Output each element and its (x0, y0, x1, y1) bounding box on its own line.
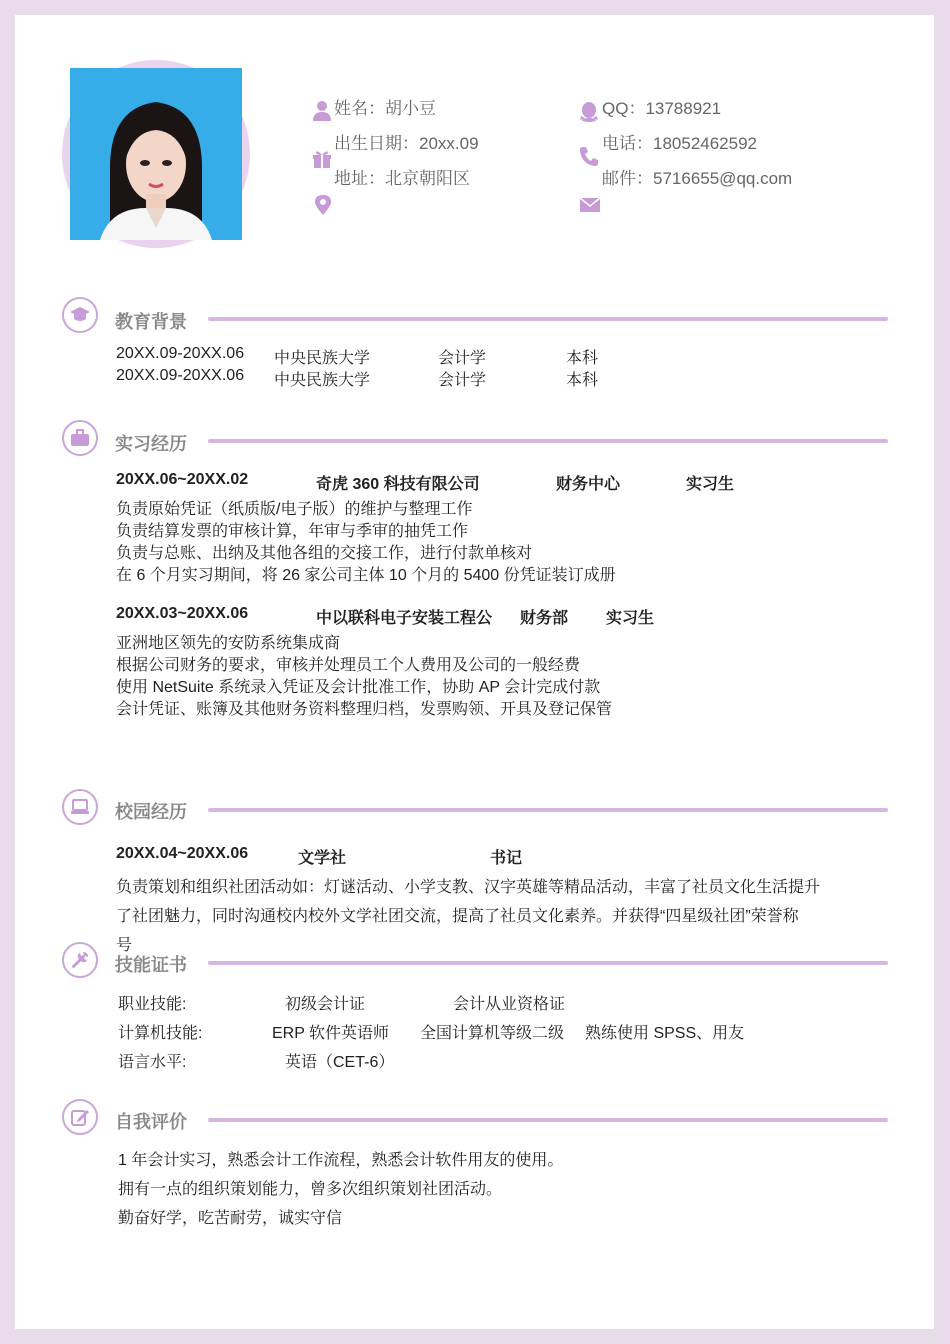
mail-icon (579, 194, 601, 216)
job-line: 使用 NetSuite 系统录入凭证及会计批准工作，协助 AP 会计完成付款 (116, 679, 601, 696)
job-line: 负责与总账、出纳及其他各组的交接工作，进行付款单核对 (116, 545, 533, 562)
section-divider (208, 317, 888, 321)
section-title-skills: 技能证书 (115, 955, 187, 975)
section-title-education: 教育背景 (115, 312, 187, 332)
wrench-icon (62, 942, 98, 978)
job-role: 实习生 (606, 610, 655, 627)
skill-label: 计算机技能: (118, 1025, 203, 1042)
briefcase-icon (62, 420, 98, 456)
section-divider (208, 1118, 888, 1122)
location-icon (312, 194, 334, 216)
skill-item: 全国计算机等级二级 (420, 1025, 565, 1042)
job-dept: 财务部 (520, 610, 569, 627)
job-line: 负责结算发票的审核计算，年审与季审的抽凭工作 (116, 523, 469, 540)
name-label: 姓名：胡小豆 (334, 99, 436, 118)
user-icon (311, 99, 333, 121)
qq-label: QQ：13788921 (602, 99, 722, 118)
job-dept: 财务中心 (556, 476, 621, 493)
campus-line: 了社团魅力，同时沟通校内校外文学社团交流，提高了社员文化素养。并获得“四星级社团”荣誉称 (116, 908, 799, 925)
job-period: 20XX.03~20XX.06 (116, 605, 249, 622)
edu-major: 会计学 (438, 350, 487, 367)
job-line: 在 6 个月实习期间，将 26 家公司主体 10 个月的 5400 份凭证装订成册 (116, 567, 616, 584)
address-label: 地址：北京朝阳区 (334, 169, 470, 188)
avatar (70, 68, 242, 240)
campus-line: 负责策划和组织社团活动如：灯谜活动、小学支教、汉字英雄等精品活动，丰富了社员文化生活提升 (116, 879, 821, 896)
self-eval-line: 1 年会计实习，熟悉会计工作流程，熟悉会计软件用友的使用。 (118, 1152, 564, 1169)
job-period: 20XX.06~20XX.02 (116, 471, 249, 488)
edu-period: 20XX.09-20XX.06 (116, 345, 245, 362)
job-line: 负责原始凭证（纸质版/电子版）的维护与整理工作 (116, 501, 473, 518)
birth-label: 出生日期：20xx.09 (334, 134, 479, 153)
skill-item: 会计从业资格证 (453, 996, 566, 1013)
self-eval-line: 勤奋好学，吃苦耐劳，诚实守信 (118, 1210, 343, 1227)
job-line: 根据公司财务的要求，审核并处理员工个人费用及公司的一般经费 (116, 657, 581, 674)
section-divider (208, 808, 888, 812)
skill-item: 熟练使用 SPSS、用友 (585, 1025, 745, 1042)
skill-item: 初级会计证 (285, 996, 366, 1013)
campus-org: 文学社 (298, 850, 347, 867)
skill-label: 语言水平: (118, 1054, 187, 1071)
phone-label: 电话：18052462592 (602, 134, 758, 153)
edu-major: 会计学 (438, 372, 487, 389)
skill-item: ERP 软件英语师 (272, 1025, 390, 1042)
section-divider (208, 961, 888, 965)
section-divider (208, 439, 888, 443)
edu-school: 中央民族大学 (274, 372, 371, 389)
edu-degree: 本科 (566, 372, 599, 389)
campus-period: 20XX.04~20XX.06 (116, 845, 249, 862)
job-company: 中以联科电子安装工程公 (316, 610, 493, 627)
job-role: 实习生 (686, 476, 735, 493)
campus-role: 书记 (490, 850, 523, 867)
edu-period: 20XX.09-20XX.06 (116, 367, 245, 384)
section-title-self-eval: 自我评价 (115, 1112, 187, 1132)
job-company: 奇虎 360 科技有限公司 (316, 476, 480, 493)
section-title-internship: 实习经历 (115, 434, 187, 454)
skill-label: 职业技能: (118, 996, 187, 1013)
self-eval-line: 拥有一点的组织策划能力，曾多次组织策划社团活动。 (118, 1181, 503, 1198)
gift-icon (311, 147, 333, 169)
qq-icon (578, 100, 600, 122)
graduation-cap-icon (62, 297, 98, 333)
email-label: 邮件：5716655@qq.com (602, 169, 793, 188)
skill-item: 英语（CET-6） (285, 1054, 395, 1071)
job-line: 亚洲地区领先的安防系统集成商 (116, 635, 341, 652)
edit-icon (62, 1099, 98, 1135)
job-line: 会计凭证、账簿及其他财务资料整理归档，发票购领、开具及登记保管 (116, 701, 613, 718)
edu-school: 中央民族大学 (274, 350, 371, 367)
laptop-icon (62, 789, 98, 825)
phone-icon (578, 145, 600, 167)
campus-line (116, 932, 132, 942)
section-title-campus: 校园经历 (115, 802, 187, 822)
edu-degree: 本科 (566, 350, 599, 367)
